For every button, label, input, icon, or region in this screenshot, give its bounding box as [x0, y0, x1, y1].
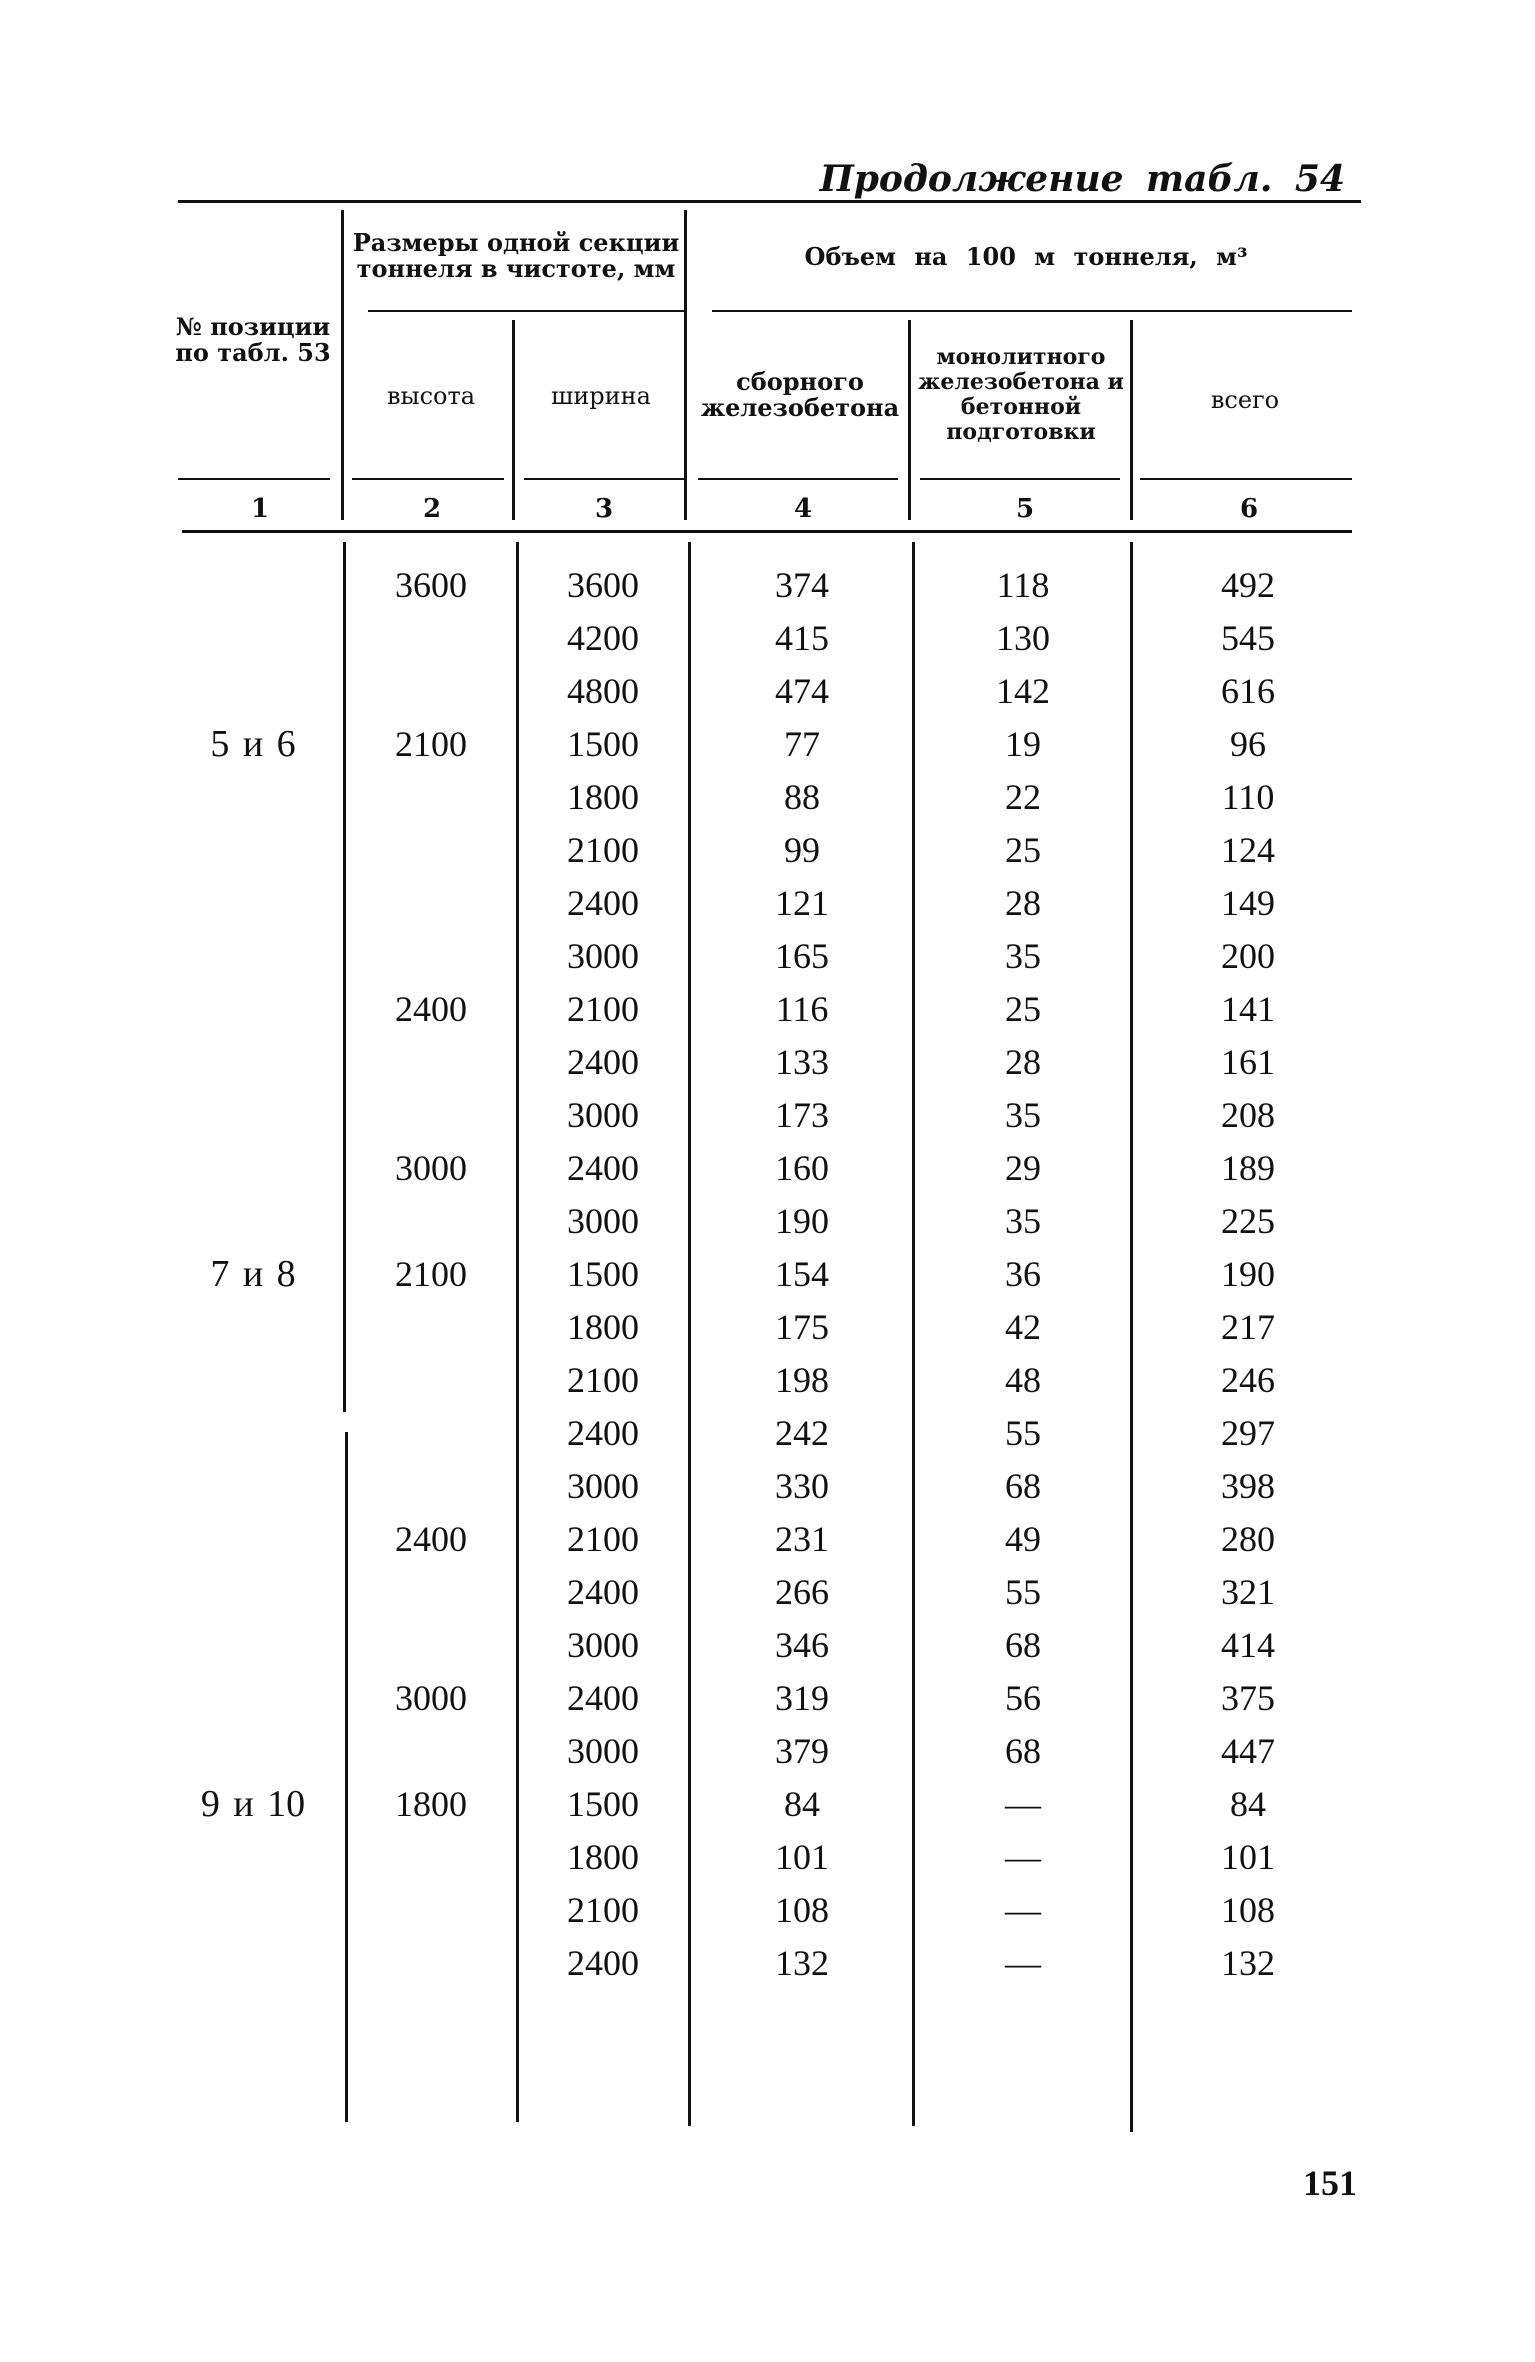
cell-monolithic: 56 [1005, 1678, 1041, 1718]
cell-monolithic: 68 [1005, 1731, 1041, 1771]
cell-width: 1500 [567, 1254, 639, 1294]
cell-total: 161 [1221, 1042, 1275, 1082]
cell-height [350, 1354, 512, 1407]
cell-total: 447 [1221, 1731, 1275, 1771]
cell-height [350, 1089, 512, 1142]
cell-width: 2400 [567, 883, 639, 923]
cell-precast: 77 [784, 724, 820, 764]
cell-height [350, 1937, 512, 1990]
cell-height [350, 1195, 512, 1248]
cell-total: 101 [1221, 1837, 1275, 1877]
column-number: 6 [1239, 494, 1259, 524]
cell-total: 149 [1221, 883, 1275, 923]
cell-height [350, 1725, 512, 1778]
cell-precast: 175 [775, 1307, 829, 1347]
cell-width: 3000 [567, 936, 639, 976]
column-number: 3 [594, 494, 614, 524]
cell-precast: 379 [775, 1731, 829, 1771]
cell-monolithic: 42 [1005, 1307, 1041, 1347]
cell-height [350, 1884, 512, 1937]
cell-height [350, 877, 512, 930]
cell-precast: 101 [775, 1837, 829, 1877]
position-group-label: 7 и 8 [210, 1253, 296, 1295]
cell-precast: 415 [775, 618, 829, 658]
cell-precast: 121 [775, 883, 829, 923]
cell-width: 2400 [567, 1042, 639, 1082]
cell-height: 2100 [395, 1254, 467, 1294]
cell-precast: 266 [775, 1572, 829, 1612]
cell-height [350, 1619, 512, 1672]
cell-height [350, 1460, 512, 1513]
header-total: всего [1210, 386, 1280, 414]
cell-width: 2100 [567, 830, 639, 870]
cell-width: 3000 [567, 1466, 639, 1506]
cell-precast: 133 [775, 1042, 829, 1082]
cell-total: 545 [1221, 618, 1275, 658]
cell-precast: 88 [784, 777, 820, 817]
cell-precast: 165 [775, 936, 829, 976]
position-group-label: 5 и 6 [210, 723, 296, 765]
position-group-label: 9 и 10 [200, 1783, 306, 1825]
cell-width: 4800 [567, 671, 639, 711]
cell-width: 3000 [567, 1731, 639, 1771]
page-number: 151 [1303, 2163, 1357, 2203]
cell-monolithic: 25 [1005, 830, 1041, 870]
continuation-title: Продолжение табл. 54 [819, 158, 1345, 200]
cell-monolithic: 35 [1005, 1201, 1041, 1241]
cell-width: 2400 [567, 1678, 639, 1718]
cell-total: 208 [1221, 1095, 1275, 1135]
cell-monolithic: 36 [1005, 1254, 1041, 1294]
cell-precast: 154 [775, 1254, 829, 1294]
cell-precast: 374 [775, 565, 829, 605]
cell-precast: 231 [775, 1519, 829, 1559]
cell-monolithic: 35 [1005, 1095, 1041, 1135]
cell-total: 246 [1221, 1360, 1275, 1400]
cell-width: 2400 [567, 1943, 639, 1983]
cell-total: 189 [1221, 1148, 1275, 1188]
cell-precast: 132 [775, 1943, 829, 1983]
cell-height: 2400 [395, 1519, 467, 1559]
cell-monolithic: 142 [996, 671, 1050, 711]
cell-width: 1500 [567, 1784, 639, 1824]
cell-total: 108 [1221, 1890, 1275, 1930]
cell-total: 398 [1221, 1466, 1275, 1506]
cell-monolithic: 28 [1005, 883, 1041, 923]
cell-total: 190 [1221, 1254, 1275, 1294]
header-monolithic: монолитного железобетона и бетонной подготовки [918, 344, 1124, 445]
header-width: ширина [551, 382, 651, 410]
cell-width: 2400 [567, 1148, 639, 1188]
cell-width: 3000 [567, 1095, 639, 1135]
cell-height [350, 1036, 512, 1089]
cell-total: 297 [1221, 1413, 1275, 1453]
cell-width: 2400 [567, 1413, 639, 1453]
header-precast: сборного железобетона [700, 367, 900, 422]
cell-height [350, 824, 512, 877]
cell-total: 414 [1221, 1625, 1275, 1665]
cell-width: 3000 [567, 1201, 639, 1241]
cell-monolithic: 49 [1005, 1519, 1041, 1559]
cell-monolithic: 68 [1005, 1466, 1041, 1506]
cell-total: 110 [1221, 777, 1275, 817]
cell-height [350, 1831, 512, 1884]
header-position-column: № позиции по табл. 53 [175, 312, 331, 367]
cell-width: 1800 [567, 1307, 639, 1347]
cell-width: 1800 [567, 777, 639, 817]
cell-precast: 474 [775, 671, 829, 711]
cell-monolithic: 29 [1005, 1148, 1041, 1188]
cell-monolithic: 28 [1005, 1042, 1041, 1082]
cell-total: 280 [1221, 1519, 1275, 1559]
cell-total: 84 [1230, 1784, 1266, 1824]
cell-monolithic: 48 [1005, 1360, 1041, 1400]
cell-monolithic: 25 [1005, 989, 1041, 1029]
cell-height [350, 771, 512, 824]
cell-precast: 319 [775, 1678, 829, 1718]
cell-width: 1800 [567, 1837, 639, 1877]
cell-height [350, 930, 512, 983]
cell-total: 492 [1221, 565, 1275, 605]
cell-monolithic: — [1005, 1943, 1041, 1983]
cell-width: 3600 [567, 565, 639, 605]
cell-monolithic: 130 [996, 618, 1050, 658]
cell-monolithic: 55 [1005, 1413, 1041, 1453]
cell-precast: 346 [775, 1625, 829, 1665]
cell-total: 200 [1221, 936, 1275, 976]
cell-total: 225 [1221, 1201, 1275, 1241]
header-dimensions-group: Размеры одной секции тоннеля в чистоте, мм [352, 228, 680, 283]
cell-height: 1800 [395, 1784, 467, 1824]
cell-precast: 116 [775, 989, 829, 1029]
cell-monolithic: 68 [1005, 1625, 1041, 1665]
cell-width: 2100 [567, 989, 639, 1029]
cell-height: 3600 [395, 565, 467, 605]
cell-total: 321 [1221, 1572, 1275, 1612]
cell-monolithic: 35 [1005, 936, 1041, 976]
cell-width: 2400 [567, 1572, 639, 1612]
cell-precast: 173 [775, 1095, 829, 1135]
header-volume-group: Объем на 100 м тоннеля, м³ [804, 242, 1248, 271]
cell-precast: 198 [775, 1360, 829, 1400]
cell-total: 217 [1221, 1307, 1275, 1347]
cell-precast: 160 [775, 1148, 829, 1188]
cell-width: 1500 [567, 724, 639, 764]
cell-height: 2400 [395, 989, 467, 1029]
cell-height: 3000 [395, 1678, 467, 1718]
cell-monolithic: — [1005, 1784, 1041, 1824]
cell-height [350, 665, 512, 718]
cell-height [350, 1301, 512, 1354]
column-number: 5 [1015, 494, 1035, 524]
cell-total: 96 [1230, 724, 1266, 764]
cell-monolithic: 118 [996, 565, 1050, 605]
header-height: высота [386, 382, 476, 410]
cell-precast: 330 [775, 1466, 829, 1506]
cell-total: 124 [1221, 830, 1275, 870]
cell-width: 2100 [567, 1360, 639, 1400]
cell-height: 3000 [395, 1148, 467, 1188]
cell-height [350, 612, 512, 665]
cell-total: 132 [1221, 1943, 1275, 1983]
cell-monolithic: 19 [1005, 724, 1041, 764]
cell-total: 375 [1221, 1678, 1275, 1718]
cell-precast: 242 [775, 1413, 829, 1453]
cell-width: 3000 [567, 1625, 639, 1665]
cell-monolithic: 55 [1005, 1572, 1041, 1612]
cell-precast: 108 [775, 1890, 829, 1930]
column-number: 1 [250, 494, 270, 524]
cell-width: 2100 [567, 1519, 639, 1559]
cell-monolithic: — [1005, 1890, 1041, 1930]
cell-width: 4200 [567, 618, 639, 658]
cell-precast: 99 [784, 830, 820, 870]
cell-precast: 190 [775, 1201, 829, 1241]
cell-height: 2100 [395, 724, 467, 764]
cell-precast: 84 [784, 1784, 820, 1824]
column-number: 2 [422, 494, 442, 524]
column-number: 4 [793, 494, 813, 524]
cell-width: 2100 [567, 1890, 639, 1930]
cell-height [350, 1407, 512, 1460]
cell-monolithic: — [1005, 1837, 1041, 1877]
cell-monolithic: 22 [1005, 777, 1041, 817]
cell-total: 141 [1221, 989, 1275, 1029]
cell-height [350, 1566, 512, 1619]
cell-total: 616 [1221, 671, 1275, 711]
